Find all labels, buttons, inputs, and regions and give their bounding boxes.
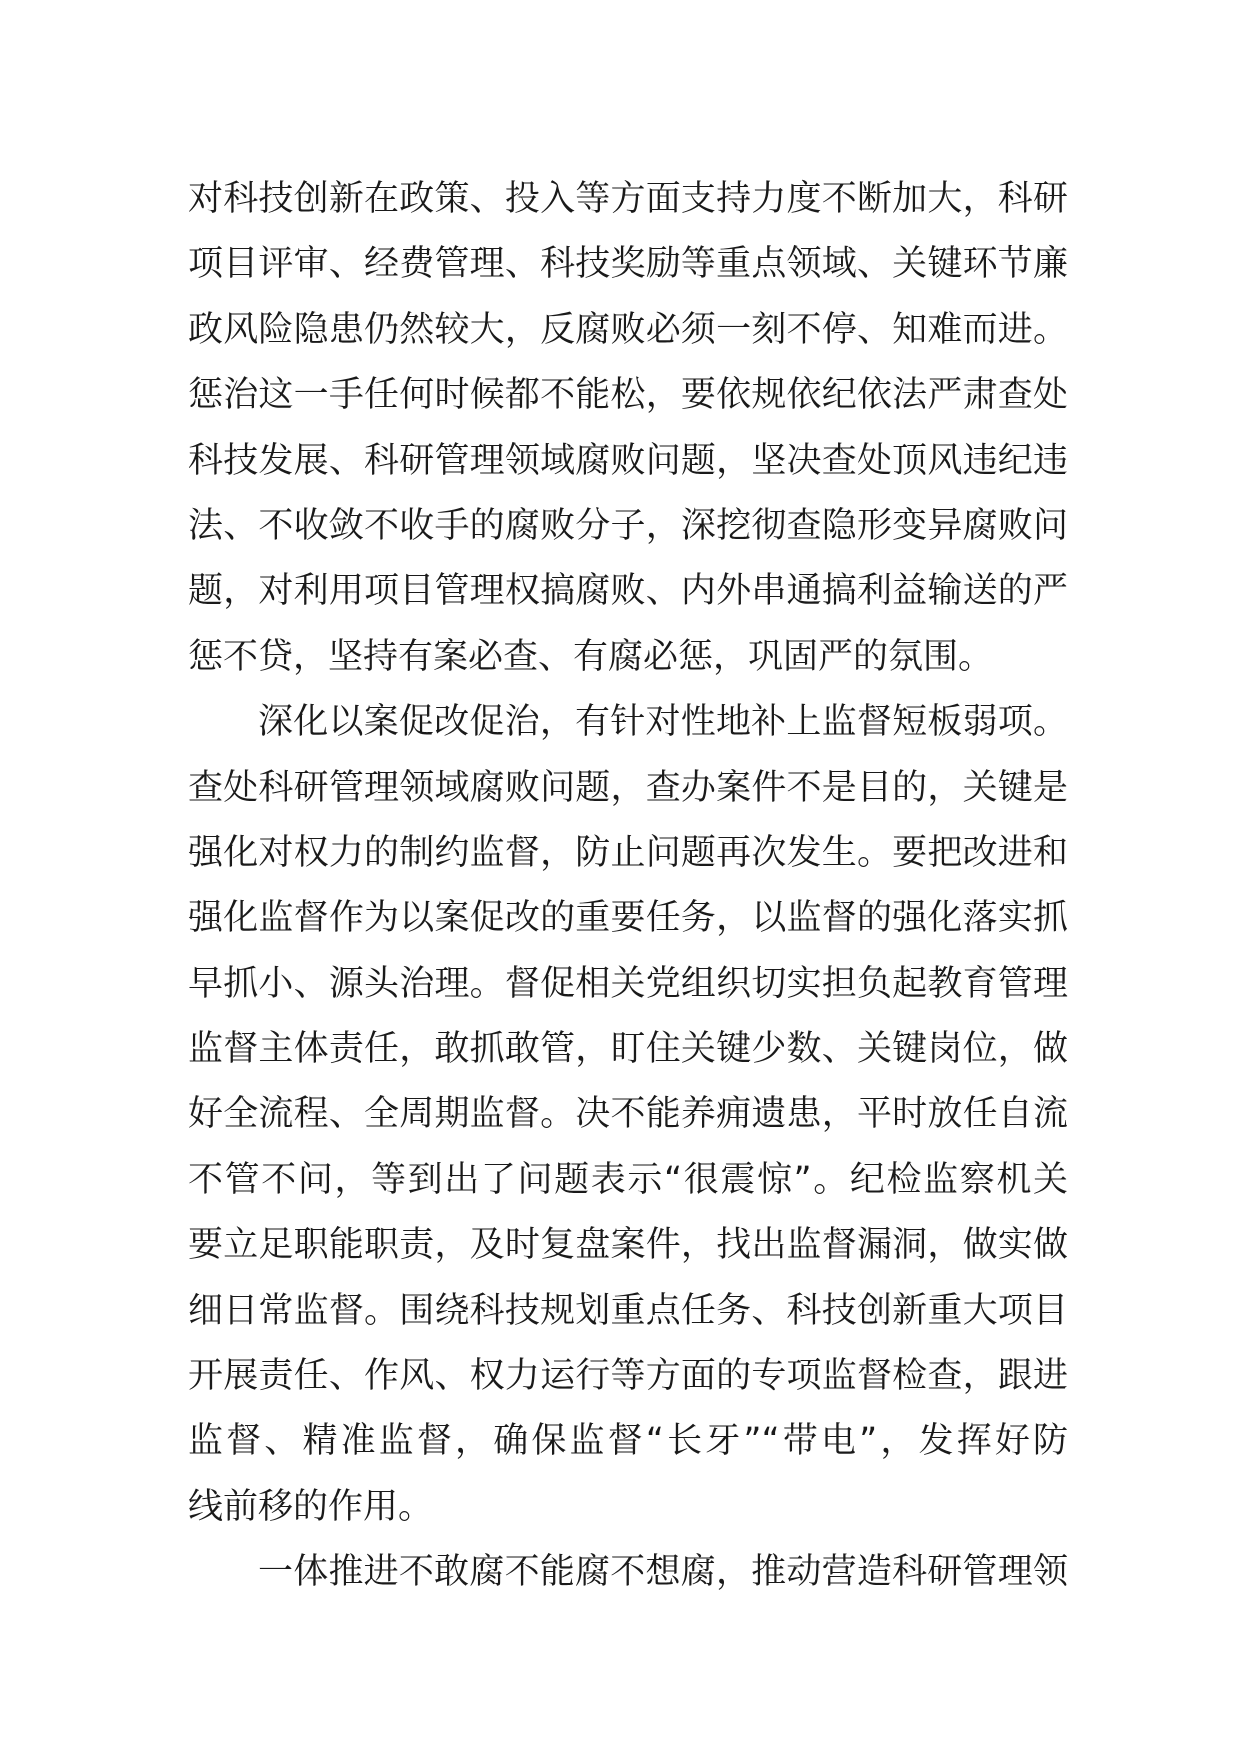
text-line: 政风险隐患仍然较大，反腐败必须一刻不停、知难而进。 [188,309,1068,350]
text-line: 科技发展、科研管理领域腐败问题，坚决查处顶风违纪违 [188,440,1068,481]
text-line: 深化以案促改促治，有针对性地补上监督短板弱项。 [258,702,1068,743]
text-line: 不管不问，等到出了问题表示“很震惊”。纪检监察机关 [188,1159,1068,1200]
text-line: 要立足职能职责，及时复盘案件，找出监督漏洞，做实做 [188,1225,1068,1266]
text-line: 监督主体责任，敢抓敢管，盯住关键少数、关键岗位，做 [188,1029,1068,1070]
text-line: 细日常监督。围绕科技规划重点任务、科技创新重大项目 [188,1290,1068,1331]
text-line: 对科技创新在政策、投入等方面支持力度不断加大，科研 [188,179,1068,219]
body-text [188,167,1068,1606]
text-line: 早抓小、源头治理。督促相关党组织切实担负起教育管理 [188,963,1068,1004]
text-line: 开展责任、作风、权力运行等方面的专项监督检查，跟进 [188,1356,1068,1397]
text-line: 法、不收敛不收手的腐败分子，深挖彻查隐形变异腐败问 [188,505,1068,546]
text-line: 项目评审、经费管理、科技奖励等重点领域、关键环节廉 [188,244,1068,285]
text-line: 线前移的作用。 [188,1486,434,1527]
text-line: 惩治这一手任何时候都不能松，要依规依纪依法严肃查处 [188,375,1068,416]
text-line: 强化监督作为以案促改的重要任务，以监督的强化落实抓 [188,898,1068,939]
text-line: 监督、精准监督，确保监督“长牙”“带电”，发挥好防 [188,1421,1068,1462]
text-line: 题，对利用项目管理权搞腐败、内外串通搞利益输送的严 [188,571,1068,612]
text-line: 查处科研管理领域腐败问题，查办案件不是目的，关键是 [188,767,1068,808]
text-line: 好全流程、全周期监督。决不能养痈遗患，平时放任自流 [188,1094,1068,1135]
text-line: 强化对权力的制约监督，防止问题再次发生。要把改进和 [188,832,1068,873]
text-line: 一体推进不敢腐不能腐不想腐，推动营造科研管理领 [258,1552,1068,1593]
text-line: 惩不贷，坚持有案必查、有腐必惩，巩固严的氛围。 [188,636,994,677]
